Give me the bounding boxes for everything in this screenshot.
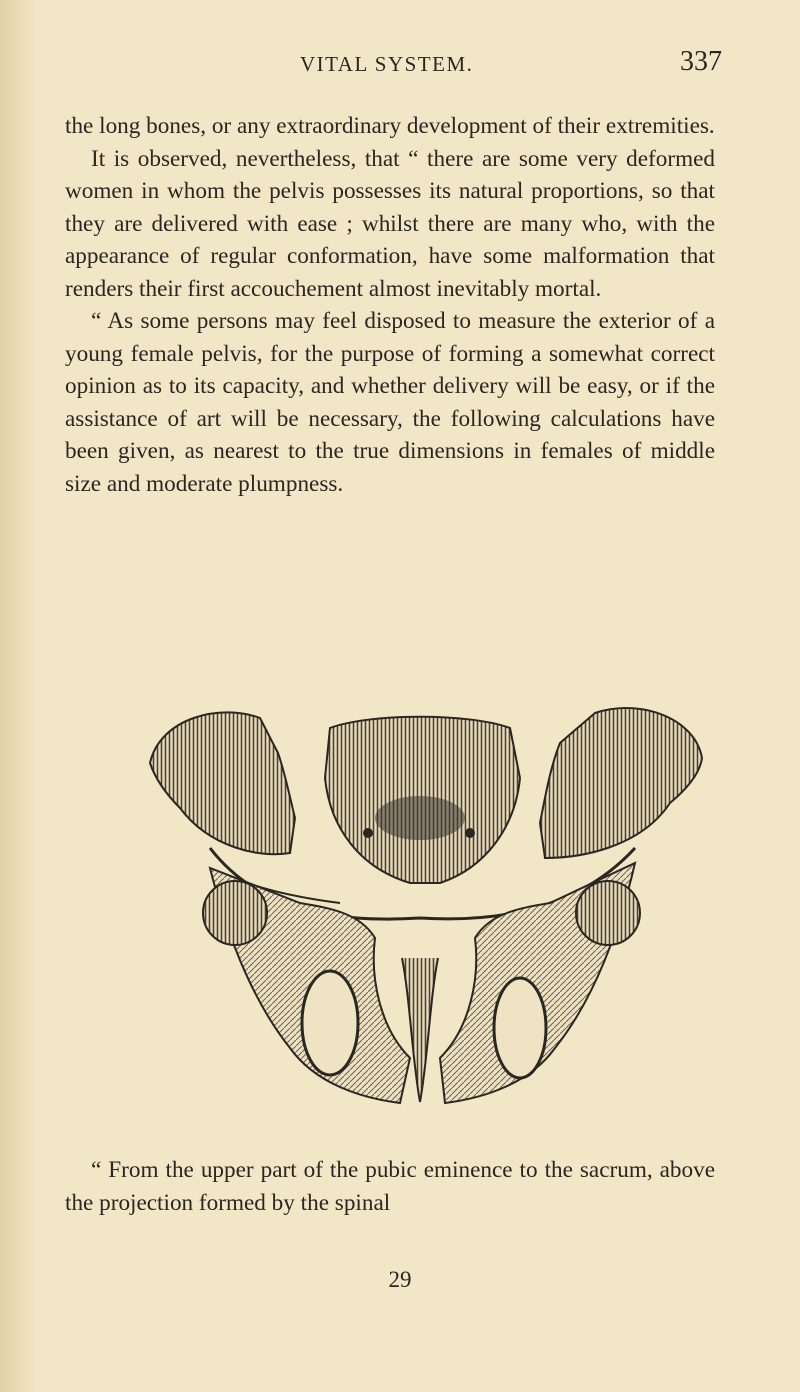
running-title: VITAL SYSTEM. <box>300 52 474 76</box>
body-text-top <box>65 110 715 500</box>
paragraph-deformed-women: It is observed, nevertheless, that “ there are some very deformed women in whom the pelvis possesses its natural proportions, so that they are delivered with ease ; whilst there are many who, with the appearance of regular conformation, have some malformation that renders their first accouchement almost inevitably mortal. <box>65 145 715 302</box>
body-text-bottom <box>65 1154 715 1219</box>
page-number: 337 <box>680 46 722 77</box>
paragraph-continuation: the long bones, or any extraordinary development of their extremities. <box>65 113 715 139</box>
paragraph-pubic-eminence: “ From the upper part of the pubic eminence to the sacrum, above the projection formed by the spinal <box>65 1157 715 1216</box>
signature-mark: 29 <box>388 1267 412 1292</box>
paragraph-measurement: “ As some persons may feel disposed to measure the exterior of a young female pelvis, for the purpose of forming a somewhat correct opinion as to its capacity, and whether delivery will be easy, or if the assistance of art will be necessary, the following calculations have been given, as nearest to the true dimensions in females of middle size and moderate plumpness. <box>65 308 715 497</box>
pelvis-engraving-icon <box>140 698 712 1110</box>
page-edge-shadow <box>0 0 36 1392</box>
running-head <box>0 46 800 92</box>
pelvis-illustration <box>140 698 712 1110</box>
